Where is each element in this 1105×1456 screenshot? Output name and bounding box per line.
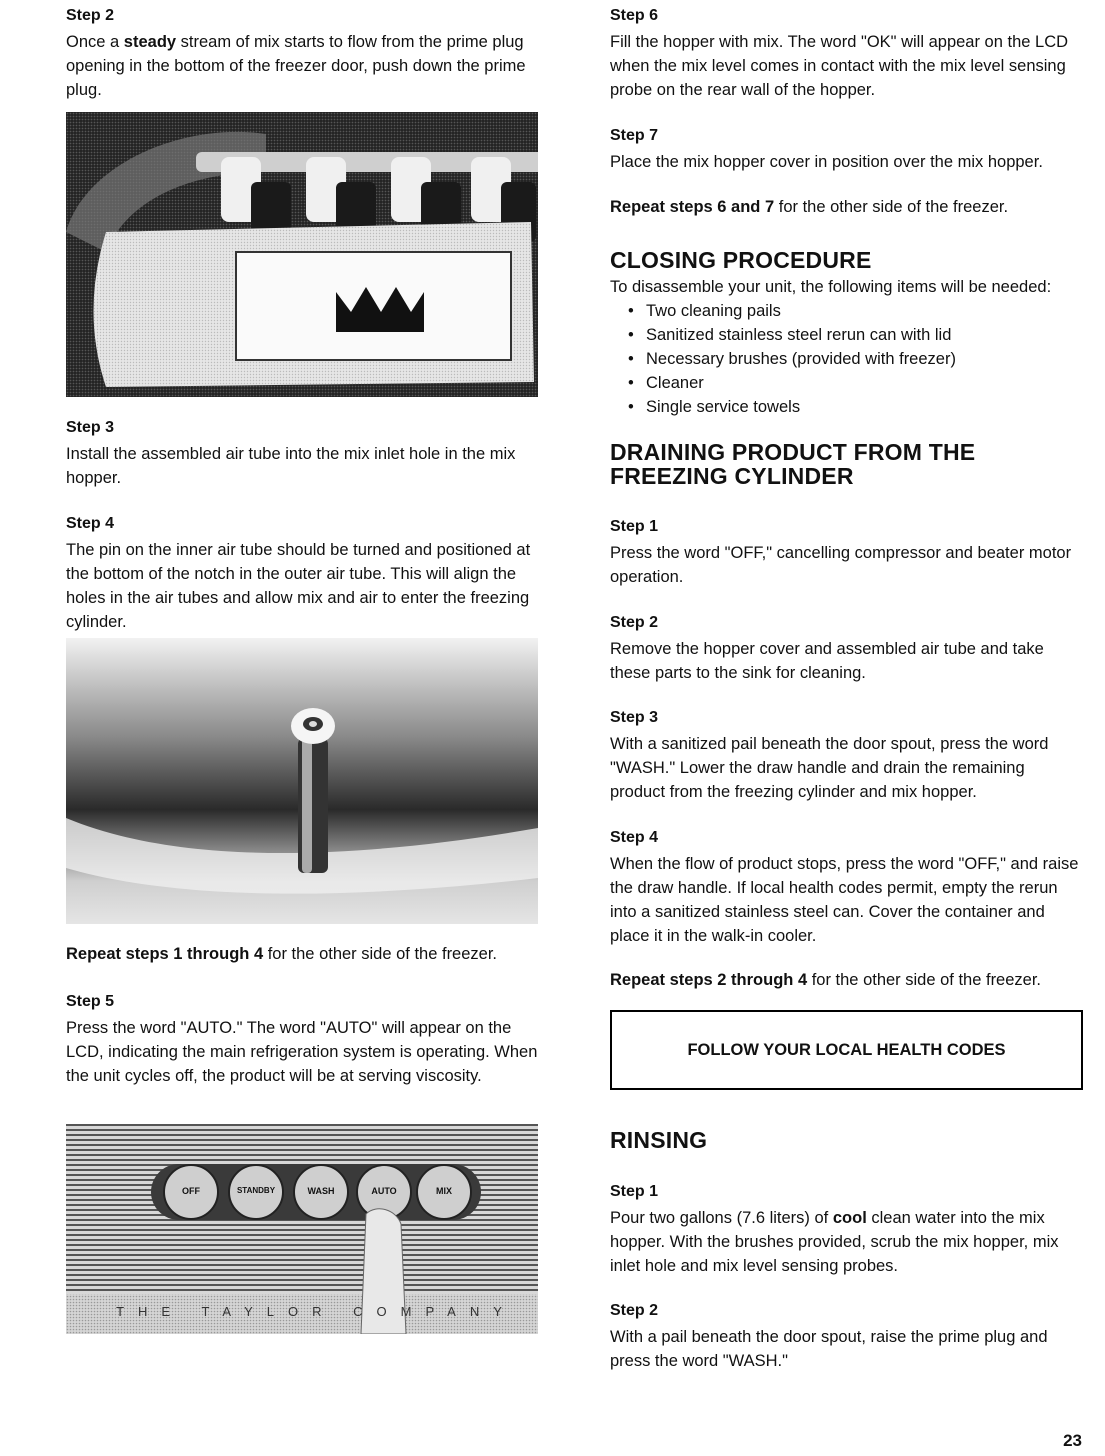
section-title: CLOSING PROCEDURE: [610, 247, 872, 273]
left-step-2: [66, 6, 538, 102]
rinsing-section: [610, 1128, 1083, 1152]
right-step-6: [610, 6, 1083, 102]
list-item: • Sanitized stainless steel rerun can with lid: [626, 323, 1083, 347]
photo-air-tube: [66, 638, 538, 924]
step-heading: Step 1: [610, 518, 659, 535]
step-heading: Step 7: [610, 127, 659, 144]
left-step-5: [66, 992, 538, 1088]
step-heading: Step 3: [66, 419, 115, 436]
photo-freezer-door: [66, 112, 538, 397]
draining-step-2: [610, 613, 1083, 685]
draining-repeat-2-4: [610, 968, 1083, 992]
step-heading: Step 2: [66, 7, 115, 24]
section-title: RINSING: [610, 1127, 708, 1153]
rinsing-step-2: [610, 1301, 1083, 1373]
step-text: Install the assembled air tube into the mix inlet hole in the mix hopper.: [66, 445, 516, 487]
mix-button-label: MIX: [435, 1186, 452, 1196]
step-heading: Step 6: [610, 7, 659, 24]
repeat-note: Repeat steps 6 and 7 for the other side of the freezer.: [610, 198, 1009, 216]
repeat-note: Repeat steps 2 through 4 for the other side of the freezer.: [610, 971, 1042, 989]
step-text: With a sanitized pail beneath the door spout, press the word "WASH." Lower the draw handle and drain the remaining product from the freezing cylinder and mix hopper.: [610, 735, 1049, 801]
needed-items-list: [610, 299, 1083, 419]
step-heading: Step 2: [610, 614, 659, 631]
page-number: 23: [1063, 1431, 1082, 1450]
step-text: Press the word "AUTO." The word "AUTO" will appear on the LCD, indicating the main refrigeration system is operating. When the unit cycles off, the product will be at serving viscosity.: [66, 1019, 538, 1085]
section-intro: To disassemble your unit, the following items will be needed:: [610, 278, 1052, 296]
brand-name: THE TAYLOR COMPANY: [116, 1304, 516, 1319]
control-panel-labels: [66, 1124, 538, 1334]
wash-button-label: WASH: [307, 1186, 335, 1196]
step-text: With a pail beneath the door spout, raise the prime plug and press the word "WASH.": [610, 1328, 1048, 1370]
freezer-door-illustration: [66, 112, 538, 397]
step-heading: Step 5: [66, 993, 115, 1010]
draining-step-3: [610, 708, 1083, 804]
step-heading: Step 4: [610, 829, 659, 846]
step-text: Pour two gallons (7.6 liters) of cool clean water into the mix hopper. With the brushes provided, scrub the mix hopper, mix inlet hole and mix level sensing probes.: [610, 1209, 1059, 1275]
step-text: Remove the hopper cover and assembled air tube and take these parts to the sink for cleaning.: [610, 640, 1044, 682]
air-tube-illustration: [66, 638, 538, 924]
draining-section: [610, 440, 1083, 488]
list-item: • Single service towels: [626, 395, 1083, 419]
left-step-3: [66, 418, 538, 490]
list-item: • Necessary brushes (provided with freezer): [626, 347, 1083, 371]
right-repeat-6-7: [610, 195, 1083, 219]
step-heading: Step 4: [66, 515, 115, 532]
photo-control-panel: [66, 1124, 538, 1334]
draining-step-1: [610, 517, 1083, 589]
off-button-label: OFF: [182, 1186, 200, 1196]
step-heading: Step 2: [610, 1302, 659, 1319]
draining-step-4: [610, 828, 1083, 948]
left-step-4: [66, 514, 538, 634]
step-text: Press the word "OFF," cancelling compressor and beater motor operation.: [610, 544, 1072, 586]
rinsing-step-1: [610, 1182, 1083, 1278]
section-title-line-2: FREEZING CYLINDER: [610, 463, 854, 489]
auto-button-label: AUTO: [371, 1186, 397, 1196]
closing-procedure-section: [610, 248, 1083, 419]
step-text: Fill the hopper with mix. The word "OK" will appear on the LCD when the mix level comes in contact with the mix level sensing probe on the rear wall of the hopper.: [610, 33, 1069, 99]
step-text: The pin on the inner air tube should be turned and positioned at the bottom of the notch in the outer air tube. This will align the holes in the air tubes and allow mix and air to enter the freezing cylinder.: [66, 541, 531, 631]
standby-button-label: STANDBY: [236, 1186, 276, 1195]
step-text: When the flow of product stops, press the word "OFF," and raise the draw handle. If local health codes permit, empty the rerun into a sanitized stainless steel can. Cover the container and place it in the walk-in cooler.: [610, 855, 1079, 945]
step-heading: Step 1: [610, 1183, 659, 1200]
step-heading: Step 3: [610, 709, 659, 726]
step-text: Once a steady stream of mix starts to flow from the prime plug opening in the bottom of the freezer door, push down the prime plug.: [66, 33, 526, 99]
right-step-7: [610, 126, 1083, 174]
step-text: Place the mix hopper cover in position over the mix hopper.: [610, 153, 1043, 171]
health-codes-notice: FOLLOW YOUR LOCAL HEALTH CODES: [610, 1010, 1083, 1090]
section-title-line-1: DRAINING PRODUCT FROM THE: [610, 439, 976, 465]
left-repeat-1-4: [66, 942, 538, 966]
list-item: • Cleaner: [626, 371, 1083, 395]
repeat-note: Repeat steps 1 through 4 for the other side of the freezer.: [66, 945, 498, 963]
list-item: • Two cleaning pails: [626, 299, 1083, 323]
